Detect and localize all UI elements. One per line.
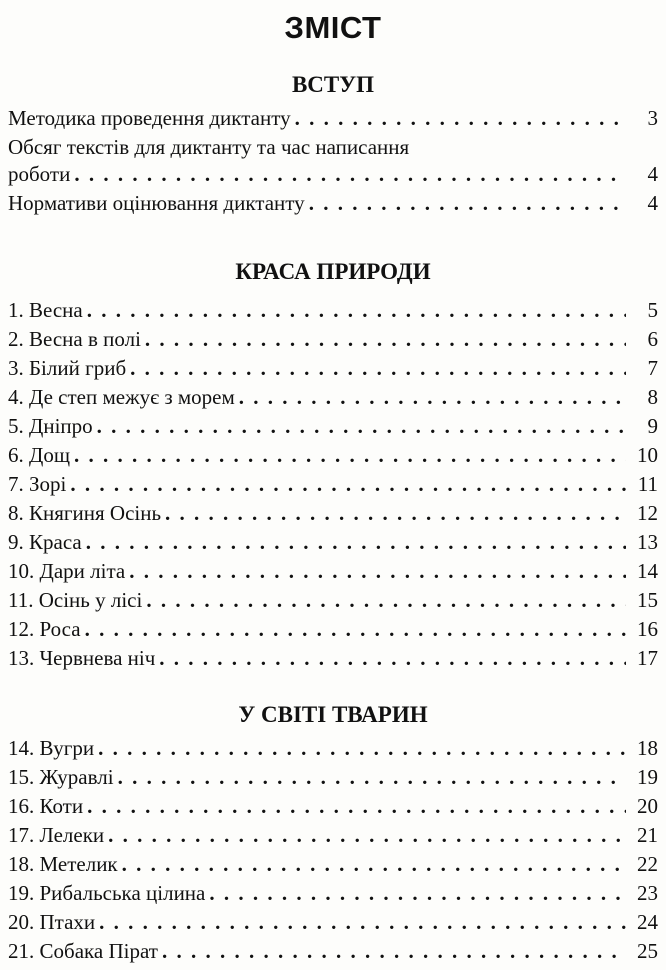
toc-entry[interactable] [8, 559, 658, 588]
dot-leader [87, 794, 626, 819]
toc-entry[interactable] [8, 501, 658, 530]
entry-title: 2. Весна в полі [8, 327, 141, 351]
entry-title: 13. Червнева ніч [8, 646, 156, 670]
dot-leader [87, 298, 626, 323]
toc-entry[interactable] [8, 794, 658, 823]
dot-leader [118, 765, 626, 790]
entry-page: 16 [637, 617, 658, 641]
dot-leader [98, 736, 626, 761]
dot-leader [162, 939, 626, 964]
entry-page: 18 [637, 736, 658, 760]
entry-page: 4 [647, 162, 658, 186]
dot-leader [165, 501, 626, 526]
dot-leader [295, 106, 626, 131]
entry-page: 25 [637, 939, 658, 963]
entry-title: 10. Дари літа [8, 559, 126, 583]
entry-title: 3. Білий гриб [8, 356, 127, 380]
entry-page: 5 [647, 298, 658, 322]
dot-leader [70, 472, 626, 497]
dot-leader [145, 327, 626, 352]
toc-entry[interactable] [8, 443, 658, 472]
section-heading-intro: ВСТУП [291, 72, 375, 97]
dot-leader [209, 881, 626, 906]
entry-title: Нормативи оцінювання диктанту [8, 191, 305, 215]
toc-entry[interactable] [8, 106, 658, 135]
dot-leader [86, 530, 626, 555]
toc-entry[interactable] [8, 191, 658, 220]
toc-entry[interactable] [8, 852, 658, 881]
entry-title: 21. Собака Пірат [8, 939, 158, 963]
entry-page: 3 [647, 106, 658, 130]
nature-list [8, 298, 658, 675]
entry-title: 1. Весна [8, 298, 83, 322]
intro-list [8, 106, 658, 220]
toc-entry[interactable] [8, 765, 658, 794]
dot-leader [99, 910, 626, 935]
entry-title: 18. Метелик [8, 852, 118, 876]
toc-entry-multiline[interactable] [8, 135, 658, 191]
toc-entry[interactable] [8, 910, 658, 939]
entry-page: 11 [637, 472, 658, 496]
dot-leader [309, 191, 626, 216]
entry-page: 4 [647, 191, 658, 215]
toc-entry-continuation [8, 162, 658, 191]
entry-title: 8. Княгиня Осінь [8, 501, 162, 525]
toc-entry[interactable] [8, 327, 658, 356]
entry-title: 15. Журавлі [8, 765, 114, 789]
entry-title: Методика проведення диктанту [8, 106, 291, 130]
entry-page: 9 [647, 414, 658, 438]
dot-leader [122, 852, 626, 877]
entry-page: 8 [647, 385, 658, 409]
toc-entry[interactable] [8, 736, 658, 765]
dot-leader [97, 414, 626, 439]
animals-list [8, 736, 658, 968]
dot-leader [74, 162, 626, 187]
entry-title: 20. Птахи [8, 910, 96, 934]
dot-leader [130, 356, 626, 381]
dot-leader [146, 588, 626, 613]
entry-page: 21 [637, 823, 658, 847]
dot-leader [108, 823, 626, 848]
toc-entry[interactable] [8, 939, 658, 968]
entry-page: 10 [637, 443, 658, 467]
dot-leader [239, 385, 626, 410]
entry-title: 11. Осінь у лісі [8, 588, 143, 612]
entry-page: 12 [637, 501, 658, 525]
toc-entry[interactable] [8, 617, 658, 646]
entry-title: 19. Рибальська цілина [8, 881, 206, 905]
toc-entry[interactable] [8, 472, 658, 501]
entry-page: 13 [637, 530, 658, 554]
entry-page: 6 [647, 327, 658, 351]
entry-title: 12. Роса [8, 617, 81, 641]
entry-title-line2: роботи [8, 162, 71, 186]
entry-title: 4. Де степ межує з морем [8, 385, 235, 409]
dot-leader [85, 617, 626, 642]
toc-entry[interactable] [8, 881, 658, 910]
toc-entry[interactable] [8, 414, 658, 443]
dot-leader [159, 646, 626, 671]
entry-page: 22 [637, 852, 658, 876]
entry-page: 17 [637, 646, 658, 670]
entry-title: 7. Зорі [8, 472, 67, 496]
toc-entry[interactable] [8, 646, 658, 675]
entry-title: 9. Краса [8, 530, 82, 554]
entry-page: 20 [637, 794, 658, 818]
section-heading-nature: КРАСА ПРИРОДИ [235, 259, 431, 284]
toc-entry[interactable] [8, 823, 658, 852]
dot-leader [129, 559, 626, 584]
entry-title-line1: Обсяг текстів для диктанту та час написання [8, 135, 410, 159]
entry-page: 15 [637, 588, 658, 612]
toc-entry[interactable] [8, 298, 658, 327]
entry-title: 16. Коти [8, 794, 84, 818]
entry-page: 24 [637, 910, 658, 934]
section-heading-animals: У СВІТІ ТВАРИН [238, 702, 428, 727]
entry-title: 5. Дніпро [8, 414, 93, 438]
page-title: ЗМІСТ [284, 10, 382, 45]
toc-entry[interactable] [8, 356, 658, 385]
entry-page: 19 [637, 765, 658, 789]
dot-leader [74, 443, 626, 468]
toc-entry[interactable] [8, 385, 658, 414]
entry-page: 14 [637, 559, 658, 583]
entry-page: 7 [647, 356, 658, 380]
entry-title: 14. Вугри [8, 736, 95, 760]
toc-entry[interactable] [8, 588, 658, 617]
entry-page: 23 [637, 881, 658, 905]
entry-title: 17. Лелеки [8, 823, 105, 847]
toc-entry[interactable] [8, 530, 658, 559]
entry-title: 6. Дощ [8, 443, 70, 467]
